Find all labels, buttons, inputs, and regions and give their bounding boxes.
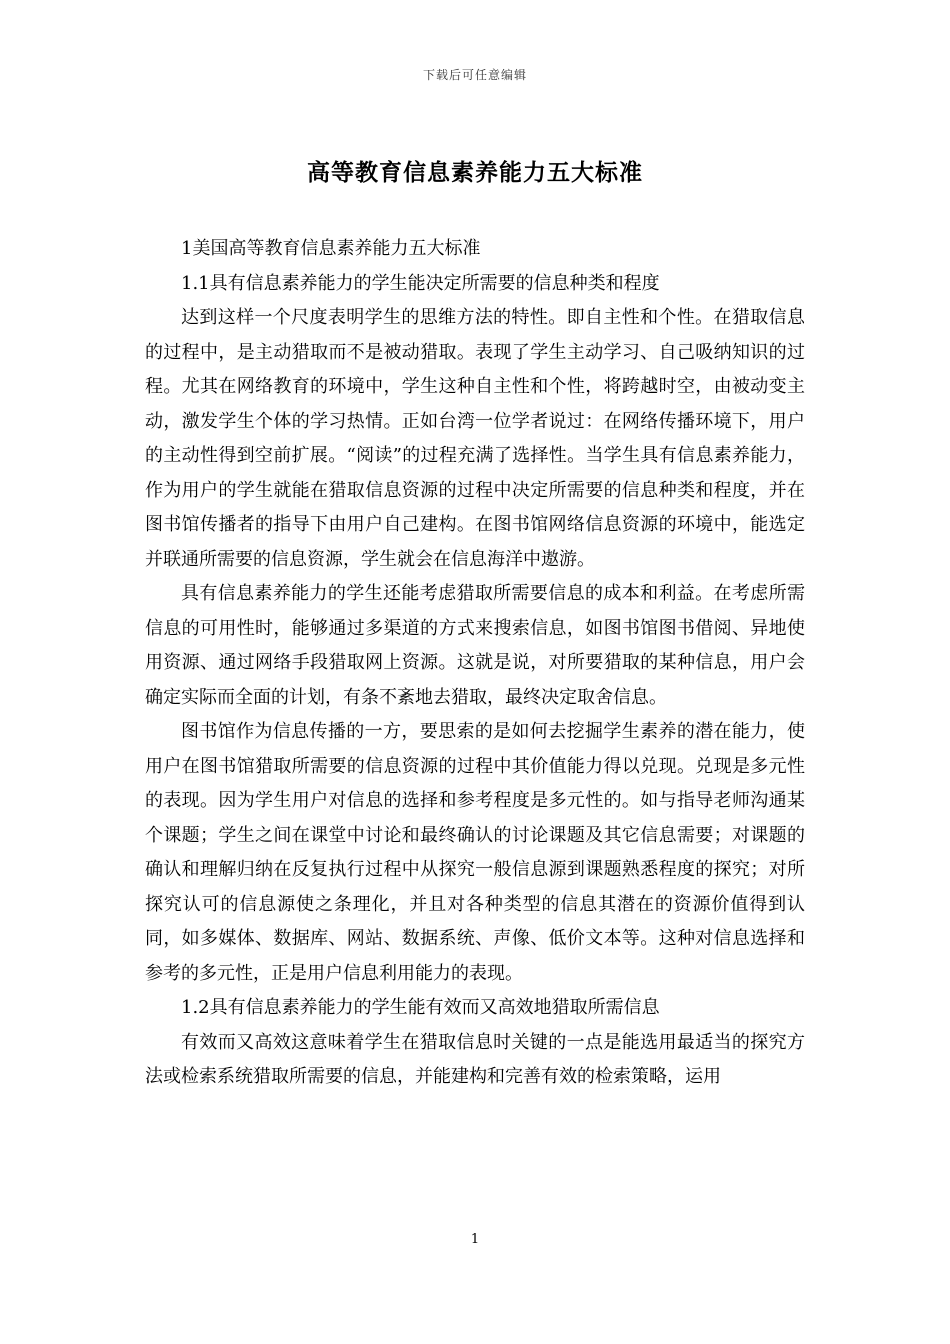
body-paragraph: 有效而又高效这意味着学生在猎取信息时关键的一点是能选用最适当的探究方法或检索系统猎取所需要的信息，并能建构和完善有效的检索策略，运用: [145, 1031, 805, 1087]
header-note: 下载后可任意编辑: [422, 68, 527, 82]
subsection-heading-1-1: 1.1具有信息素养能力的学生能决定所需要的信息种类和程度: [181, 272, 660, 294]
body-paragraph: 达到这样一个尺度表明学生的思维方法的特性。即自主性和个性。在猎取信息的过程中，是主动猎取而不是被动猎取。表现了学生主动学习、自己吸纳知识的过程。尤其在网络教育的环境中，学生这种自主性和个性，将跨越时空，由被动变主动，激发学生个体的学习热情。正如台湾一位学者说过：在网络传播环境下，用户的主动性得到空前扩展。“阅读”的过程充满了选择性。当学生具有信息素养能力，作为用户的学生就能在猎取信息资源的过程中决定所需要的信息种类和程度，并在图书馆传播者的指导下由用户自己建构。在图书馆网络信息资源的环境中，能选定并联通所需要的信息资源，学生就会在信息海洋中遨游。: [145, 307, 805, 570]
page-number: 1: [470, 1232, 480, 1247]
section-heading-1: 1美国高等教育信息素养能力五大标准: [181, 238, 481, 259]
document-body: [145, 232, 805, 1095]
document-title: 高等教育信息素养能力五大标准: [307, 159, 643, 186]
body-paragraph: 具有信息素养能力的学生还能考虑猎取所需要信息的成本和利益。在考虑所需信息的可用性时，能够通过多渠道的方式来搜索信息，如图书馆图书借阅、异地使用资源、通过网络手段猎取网上资源。这就是说，对所要猎取的某种信息，用户会确定实际而全面的计划，有条不紊地去猎取，最终决定取舍信息。: [145, 583, 805, 708]
body-paragraph: 图书馆作为信息传播的一方，要思索的是如何去挖掘学生素养的潜在能力，使用户在图书馆猎取所需要的信息资源的过程中其价值能力得以兑现。兑现是多元性的表现。因为学生用户对信息的选择和参考程度是多元性的。如与指导老师沟通某个课题；学生之间在课堂中讨论和最终确认的讨论课题及其它信息需要；对课题的确认和理解归纳在反复执行过程中从探究一般信息源到课题熟悉程度的探究；对所探究认可的信息源使之条理化，并且对各种类型的信息其潜在的资源价值得到认同，如多媒体、数据库、网站、数据系统、声像、低价文本等。这种对信息选择和参考的多元性，正是用户信息利用能力的表现。: [145, 721, 805, 984]
subsection-heading-1-2: 1.2具有信息素养能力的学生能有效而又高效地猎取所需信息: [181, 997, 660, 1018]
